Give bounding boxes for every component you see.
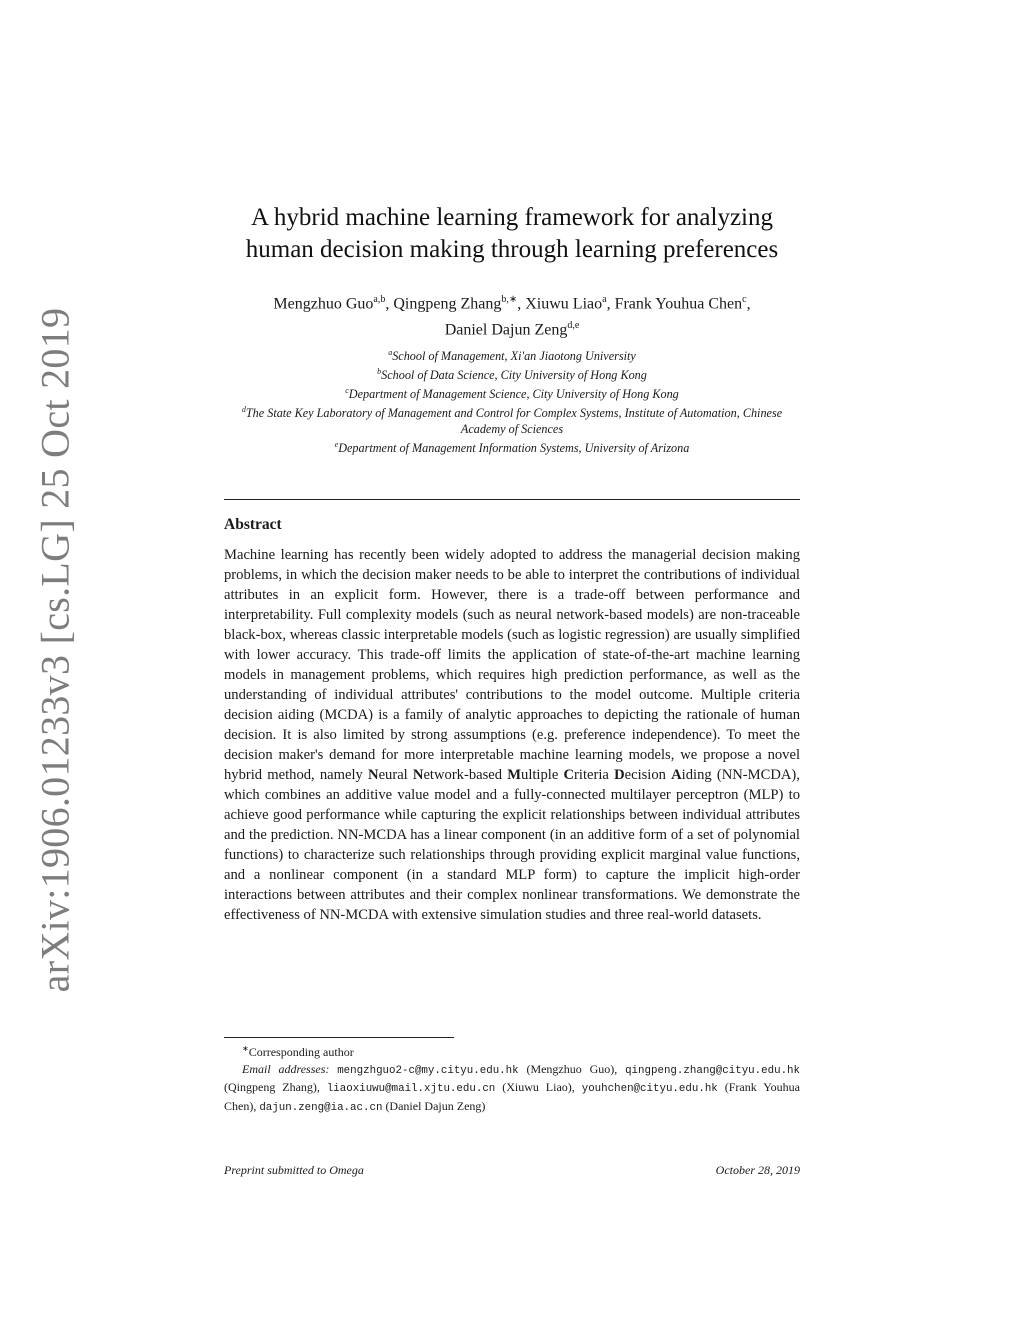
abstract-top-rule	[224, 499, 800, 500]
affiliation-a	[222, 345, 802, 364]
corresponding-author-label: Corresponding author	[248, 1045, 354, 1059]
author-list: Mengzhuo Guo$^{a,b}$, Qingpeng Zhang$^{b,∗}$, Xiuwu Liao$^a$, Frank Youhua Chen$^c$, Daniel Dajun Zeng$^{d,e}$	[273, 294, 751, 339]
affiliation-text: School of Management, Xi'an Jiaotong University	[392, 349, 636, 364]
acronym-word: ultiple	[521, 767, 564, 783]
page-footer	[224, 1163, 800, 1178]
footnote	[224, 1041, 800, 1116]
arxiv-identifier-stamp: arXiv:1906.01233v3 [cs.LG] 25 Oct 2019	[32, 307, 78, 993]
abstract-body	[224, 545, 800, 925]
email-link[interactable]: qingpeng.zhang@cityu.edu.hk	[625, 1064, 801, 1077]
author-name: Daniel Dajun Zeng	[444, 321, 568, 339]
email-addresses	[224, 1061, 800, 1117]
author-affil-mark: c	[742, 294, 747, 305]
abstract-text-part-1: Machine learning has recently been widely adopted to address the managerial decision making problems, in which the decision maker needs to be able to interpret the contributions of individual attributes in an explicit form. However, there is a trade-off between performance and interpretability. Full complexity models (such as neural network-based models) are non-traceable black-box, whereas classic interpretable models (such as logistic regression) are usually simplified with lower accuracy. This trade-off limits the application of state-of-the-art machine learning models in management problems, which requires high prediction performance, as well as the understanding of individual attributes' contributions to the model outcome. Multiple criteria decision aiding (MCDA) is a family of analytic approaches to depicting the rationale of human decision. It is also limited by strong assumptions (e.g. preference independence). To meet the decision maker's demand for more interpretable machine learning models, we propose a novel hybrid method, namely	[224, 547, 800, 783]
email-link[interactable]: liaoxiuwu@mail.xjtu.edu.cn	[326, 1083, 496, 1095]
author-name: Qingpeng Zhang	[393, 295, 502, 313]
affiliation-mark: b	[377, 367, 382, 377]
affiliation-mark: e	[334, 440, 339, 450]
affiliation-mark: a	[388, 348, 393, 357]
author-affil-mark: a	[602, 294, 607, 305]
email-link[interactable]: mengzhguo2-c@my.cityu.edu.hk	[337, 1064, 519, 1077]
affiliation-mark: d	[241, 405, 246, 415]
email-label: Email addresses:	[242, 1061, 330, 1076]
affiliation-text: The State Key Laboratory of Management and Control for Complex Systems, Institute of Automation, Chinese Academy of Sciences	[245, 406, 783, 437]
affiliation-d	[222, 402, 802, 437]
author-name: Mengzhuo Guo	[273, 295, 374, 313]
acronym-word: iding	[681, 767, 712, 783]
email-link[interactable]: youhchen@cityu.edu.hk	[581, 1083, 718, 1095]
affiliation-b	[222, 364, 802, 383]
abstract-text-part-2: (NN-MCDA), which combines an additive value model and a fully-connected multilayer perceptron (MLP) to achieve good performance while capturing the explicit relationships between individual attributes and the prediction. NN-MCDA has a linear component (in an additive form of a set of polynomial functions) to characterize such relationships through providing explicit marginal value functions, and a nonlinear component (in a standard MLP form) to capture the implicit high-order interactions between attributes and their complex nonlinear transformations. We demonstrate the effectiveness of NN-MCDA with extensive simulation studies and three real-world datasets.	[224, 767, 800, 923]
affiliation-c	[222, 383, 802, 402]
acronym-word: riteria	[574, 767, 615, 783]
acronym-letter: C	[563, 767, 575, 783]
acronym-word: etwork-based	[423, 767, 508, 783]
acronym-word: eural	[378, 767, 413, 783]
author-affil-mark: a,b	[373, 294, 386, 305]
affiliation-list	[222, 345, 802, 456]
footnote-mark: ∗	[242, 1044, 249, 1053]
affiliation-mark: c	[345, 386, 349, 396]
acronym-word: ecision	[624, 767, 672, 783]
affiliation-text: Department of Management Science, City University of Hong Kong	[348, 387, 679, 402]
corresponding-author-note	[224, 1041, 800, 1061]
affiliation-text: Department of Management Information Systems, University of Arizona	[338, 441, 690, 456]
author-affil-mark: b,∗	[501, 294, 518, 305]
email-owner: (Qingpeng Zhang),	[224, 1080, 327, 1094]
acronym-letter: N	[412, 767, 424, 783]
title-line-1: A hybrid machine learning framework for analyzing	[250, 204, 774, 231]
email-owner: (Xiuwu Liao),	[495, 1080, 582, 1094]
email-owner: (Frank Youhua Chen),	[224, 1080, 800, 1113]
acronym-letter: D	[614, 767, 625, 783]
footnote-rule	[224, 1037, 454, 1038]
footer-date: October 28, 2019	[715, 1163, 800, 1177]
affiliation-text: School of Data Science, City University of Hong Kong	[381, 368, 647, 383]
affiliation-e	[222, 437, 802, 456]
footer-journal: Preprint submitted to Omega	[224, 1163, 364, 1177]
email-owner: (Mengzhuo Guo),	[518, 1061, 618, 1076]
author-name: Xiuwu Liao	[525, 295, 603, 313]
author-name: Frank Youhua Chen	[614, 295, 743, 313]
paper-title	[222, 202, 802, 266]
email-link[interactable]: dajun.zeng@ia.ac.cn	[259, 1101, 383, 1114]
abstract-heading: Abstract	[224, 516, 282, 533]
author-affil-mark: d,e	[567, 320, 580, 332]
email-owner: (Daniel Dajun Zeng)	[382, 1098, 486, 1113]
title-line-2: human decision making through learning preferences	[245, 236, 779, 263]
acronym-letter: N	[368, 767, 379, 783]
acronym-letter: A	[671, 767, 682, 783]
acronym-letter: M	[507, 767, 522, 783]
